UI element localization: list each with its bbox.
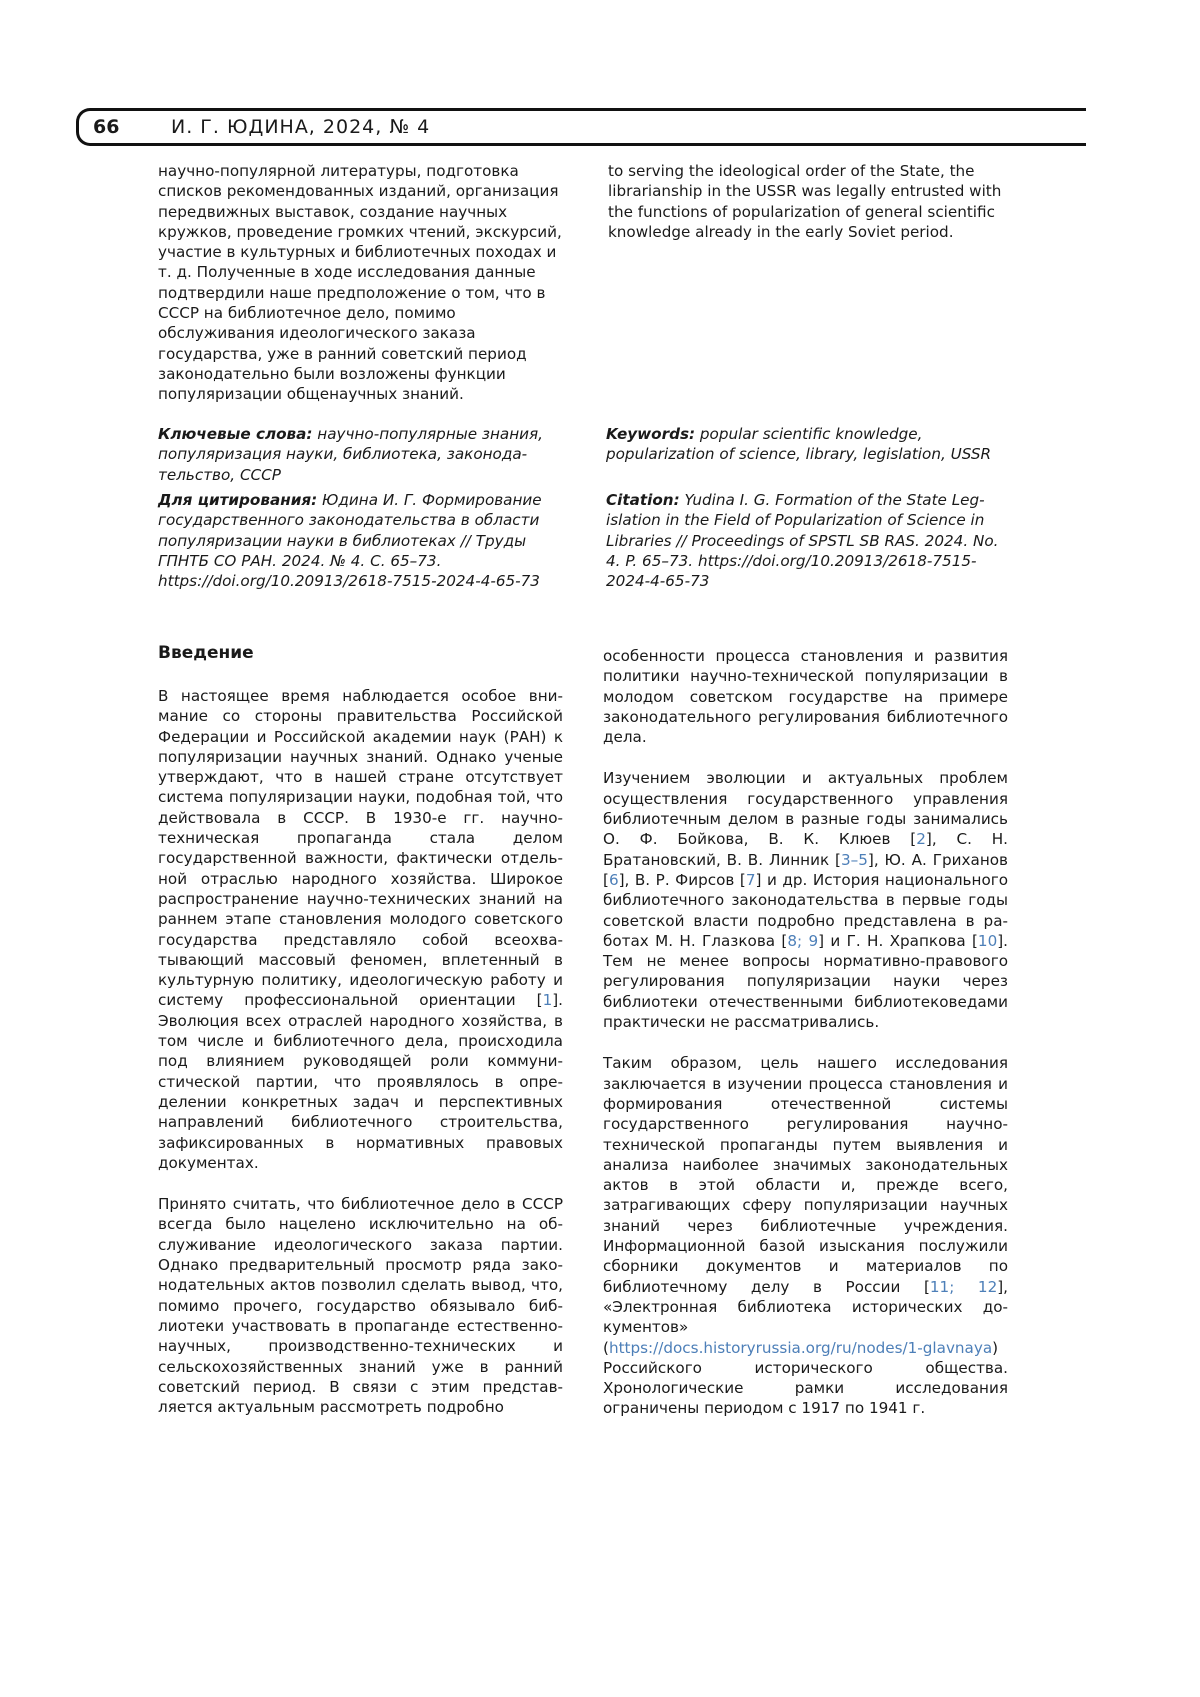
reference-link[interactable]: 8; 9 — [787, 932, 818, 950]
running-title: И. Г. ЮДИНА, 2024, № 4 — [171, 116, 430, 138]
paragraph-text: Принято считать, что библиотечное дело в СССР всегда было нацелено исключительно на об­служивание идеологического заказа партии. Однако предварительный просмотр ряда зако­нодательных актов позволил сделать вывод, что, помимо прочего, государство обязывало биб­лиотеки участвовать в пропаганде естествен­но-научных, производственно-технических и сельскохозяйственных знаний уже в ранний советский период. В связи с этим представ­ляется актуальным рассмотреть подробно — [158, 1195, 563, 1416]
paragraph-text: особенности процесса становления и развития политики научно-технической популяризации в молодом советском государстве на примере законодательного регулирования библиотеч­ного дела. — [603, 647, 1008, 746]
paragraph-text: Изучением эволюции и актуальных проблем осуществления государственного управления библиотечным делом в разные годы занимались О. Ф. Бойкова, В. К. Клюев [ — [603, 769, 1008, 848]
citation-ru-text: Юдина И. Г. Формирование государственного законодательства в области популяризации науки в библиотеках // Труды ГПНТБ СО РАН. 2024. № 4. С. 65–73. https://doi.org/10.20913/2618-7515-2024-4-65-73 — [158, 491, 542, 590]
body-right-column — [603, 646, 1008, 1440]
paragraph-text: ], «Электронная библиотека исторических до­кументов» ( — [603, 1278, 1008, 1357]
abstract-ru-tail: научно-популярной литературы, подготовка списков рекомендованных изданий, организация передвижных выставок, создание научных кружков, проведение громких чтений, экскурсий, участие в культурных и библиотечных походах и т. д. Полученные в ходе исследования данные подтвердили наше предположение о том, что в СССР на библиотечное дело, помимо обслуживания идеологического заказа государства, уже в ранний советский период законодательно были возложены функции популяризации общенаучных знаний. — [158, 161, 563, 405]
keywords-ru-text: научно-популярные знания, популяризация науки, библиотека, законода­тельство, СССР — [158, 425, 543, 484]
paragraph-text: В настоящее время наблюдается особое вни­мание со стороны правительства Российской Федерации и Российской академии наук (РАН) к популяризации научных знаний. Однако ученые утверждают, что в нашей стране отсут­ствует система популяризации науки, подоб­ная той, что действовала в СССР. В 1930-е гг. научно-техническая пропаганда стала делом государственной важности, фактически отдель­ной отраслью народного хозяйства. Широкое распространение научно-технических знаний на раннем этапе становления молодого совет­ского государства представляло собой всеохва­тывающий массовый феномен, вплетенный в культурную политику, идеологическую работу и систему профессиональной ориентации [ — [158, 687, 563, 1009]
paragraph — [603, 1053, 1008, 1418]
citation-ru — [158, 490, 563, 591]
section-heading: Введение — [158, 643, 254, 663]
reference-link[interactable]: 3–5 — [841, 851, 868, 869]
reference-link[interactable]: 11; 12 — [930, 1278, 997, 1296]
paragraph-text: ]. Эволюция всех отраслей народного хозяйства, в том числе и библиотечного дела, происходила под влиянием руководящей роли коммуни­стической партии, что проявлялось в опре­делении конкретных задач и перспективных направлений библиотечного строительства, зафиксированных в нормативных правовых документах. — [158, 991, 563, 1171]
keywords-en-text: popular scientific knowledge, popularization of science, library, legislation, USSR — [606, 425, 991, 463]
paragraph — [603, 646, 1008, 747]
paragraph-text: ] и др. История национального библиотечного законодательства в первые годы советской власти подробно представлена в ра­ботах М. Н. Глазкова [ — [603, 871, 1008, 950]
citation-en-text: Yudina I. G. Formation of the State Leg­islation in the Field of Popularization of Science in Libraries // Proceedings of SPSTL SB RAS. 2024. No. 4. P. 65–73. https://doi.org/10.20913/2618-7515-2024-4-65-73 — [606, 491, 998, 590]
paragraph — [603, 768, 1008, 1032]
reference-link[interactable]: 1 — [543, 991, 553, 1009]
citation-en-label: Citation: — [606, 491, 680, 509]
keywords-en — [606, 424, 1011, 465]
abstract-en-tail: to serving the ideological order of the State, the librarianship in the USSR was legally entrusted with the functions of popularization of general scientific knowledge already in the early Soviet period. — [608, 161, 1013, 242]
citation-ru-label: Для цитирования: — [158, 491, 317, 509]
paragraph-text: ], Ю. А. Гриханов [ — [603, 851, 1008, 889]
page-number: 66 — [93, 116, 119, 138]
paragraph — [158, 1194, 563, 1417]
paragraph-text: ]. Тем не менее вопросы нормативно-правового регулирования популяризации науки через библиотеки отечественными библиотековедами практически не рассматривались. — [603, 932, 1008, 1031]
paragraph-text: ) Российского исторического общества. Хронологические рамки исследо­вания ограничены периодом с 1917 по 1941 г. — [603, 1339, 1008, 1418]
reference-link[interactable]: 7 — [746, 871, 756, 889]
citation-en — [606, 490, 1011, 591]
running-header — [76, 108, 1086, 146]
body-left-column — [158, 686, 563, 1438]
keywords-ru-label: Ключевые слова: — [158, 425, 312, 443]
paragraph-text: Таким образом, цель нашего исследова­ния заключается в изучении процесса ста­новления и формирования отечественной системы государственного регулирования научно-технической пропаганды путем выяв­ления и анализа наиболее значимых законо­дательных актов в этой области и, прежде всего, затрагивающих сферу популяризации научных знаний через библиотечные учре­ждения. Информационной базой изыскания послужили сборники документов и материа­лов по библиотечному делу в России [ — [603, 1054, 1008, 1295]
external-link[interactable]: https://docs.historyrussia.org/ru/nodes/1-glavnaya — [609, 1339, 992, 1357]
keywords-ru — [158, 424, 563, 485]
keywords-en-label: Keywords: — [606, 425, 695, 443]
paragraph-text: ] и Г. Н. Храпкова [ — [818, 932, 978, 950]
paragraph-text: ], В. Р. Фирсов [ — [619, 871, 746, 889]
reference-link[interactable]: 10 — [978, 932, 997, 950]
paragraph-text: ], С. Н. Братановский, В. В. Линник [ — [603, 830, 1008, 868]
reference-link[interactable]: 2 — [916, 830, 926, 848]
reference-link[interactable]: 6 — [609, 871, 619, 889]
paragraph — [158, 686, 563, 1173]
